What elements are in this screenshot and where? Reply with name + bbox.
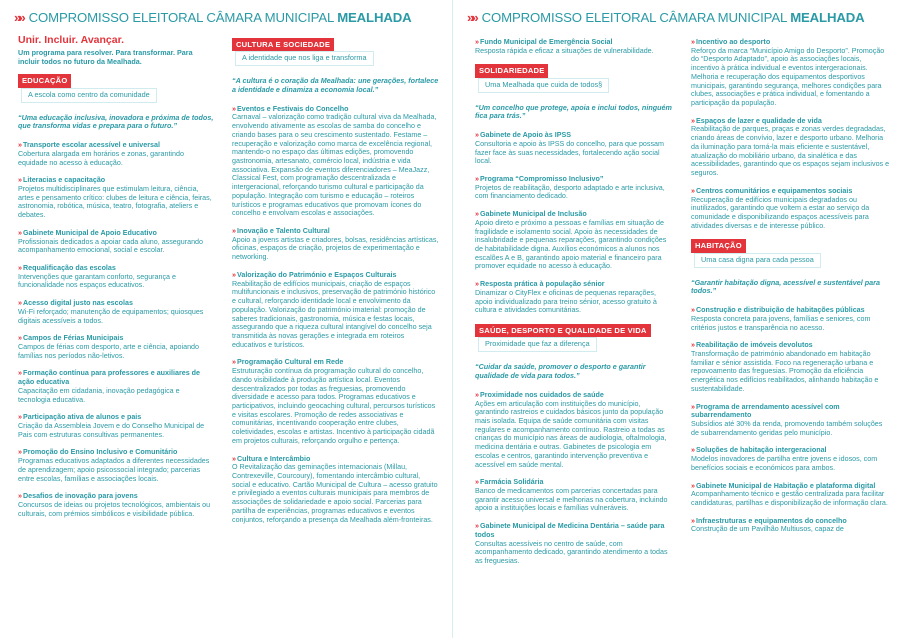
item-title-text: Gabinete Municipal de Habitação e plataforma digital — [695, 481, 876, 490]
slogan: Unir. Incluir. Avançar. — [18, 34, 125, 46]
item-title — [475, 210, 675, 219]
item-description: Reabilitação de parques, praças e zonas verdes degradadas, criando áreas de convívio, lazer e desporto urbano. Melhoria da iluminação para torná-la mais eficiente e sustentável, atualização do mobiliário urbano, da sinalética e das acessibilidades, garantindo que os espaços sejam inclusivos e seguros. — [691, 125, 890, 178]
item-title — [18, 413, 214, 422]
item-title — [691, 117, 891, 126]
item-title-text: Programa de arrendamento acessível com subarrendamento — [691, 402, 840, 420]
item-description: O Revitalização das geminações internacionais (Millau, Contrexeville, Courcoury), fomentando intercâmbio cultural, social e educativo. Cartão Municipal de Cultura – acesso gratuito e privilegiado a eventos culturais municipais para membros de associações de solidariedade e apoio social. Parcerias para partilha de experiências, programas educativos e eventos conjuntos, reforçando a presença da Mealhada além-fronteiras. — [232, 463, 438, 524]
section-subtitle: A identidade que nos liga e transforma — [236, 52, 373, 65]
item-description: Reabilitação de edifícios municipais, criação de espaços multifuncionais e inclusivos, preservação de património histórico e cultural, reforçando identidade local e envolvimento da população. Valorização do património imaterial: promoção de saberes tradicionais, gastronomia, música e festas locais, assegurando que a riqueza cultural intangível do concelho seja transmitida às novas gerações e integrada em roteiros educativos e turísticos. — [232, 279, 436, 349]
item-title-text: Promoção do Ensino Inclusivo e Comunitário — [22, 448, 178, 457]
item-title-text: Reabilitação de imóveis devolutos — [695, 341, 813, 350]
right-page-column-2 — [691, 34, 891, 543]
list-item — [232, 455, 440, 525]
item-description: Subsídios até 30% da renda, promovendo também soluções de subarrendamento geridas pelo município. — [691, 419, 883, 437]
chevron-icon: » — [475, 131, 478, 140]
page-header — [14, 10, 446, 26]
section — [691, 38, 891, 230]
chevron-icon: » — [475, 478, 478, 487]
item-title — [232, 455, 440, 464]
item-title — [691, 482, 891, 491]
chevron-icon: » — [691, 186, 694, 195]
item-title-text: Eventos e Festivais do Concelho — [236, 104, 349, 113]
list-item — [475, 175, 675, 201]
item-description: Estruturação contínua da programação cultural do concelho, dando visibilidade à produção artística local. Eventos descentralizados por todas as freguesias, promovendo diversidade e acesso para todos. Programas educativos e participativos, incluindo geocaching cultural, percursos turísticos e visitas escolares. Promoção de redes associativas e comunitárias, incentivando cooperação entre clubes, coletividades, escolas e artistas. Incentivo à participação cidadã em projetos culturais, reforçando orgulho e pertença. — [232, 367, 436, 445]
item-description: Cobertura alargada em horários e zonas, garantindo equidade no acesso à educação. — [18, 149, 184, 167]
item-description: Resposta concreta para jovens, famílias e seniores, com critérios justos e transparência no acesso. — [691, 314, 871, 332]
left-page-column-2 — [232, 34, 440, 533]
chevron-icon: » — [691, 341, 694, 350]
item-title-text: Incentivo ao desporto — [695, 38, 771, 46]
item-description: Ações em articulação com instituições do município, garantindo rastreios e cuidados básicos junto da população mais isolada. Equipa de saúde comunitária com visitas regulares e acompanhamento contínuo. Rastreio a todas as crianças do município nas áreas de audiologia, oftalmologia, medicina dentária e outras. Gabinetes de psicologia em escolas e centros, garantindo intervenção preventiva e acessível em saúde mental. — [475, 399, 667, 469]
list-item — [18, 492, 214, 518]
item-description: Apoio direto e próximo a pessoas e famílias em situação de fragilidade e isolamento social. Apoio às necessidades de insalubridade e pequenas reparações, garantindo condições de habitabilidade digna. Auxílios económicos a alunos nos escalões A e B, garantindo apoio material e financeiro para promover equidade no acesso à educação. — [475, 218, 667, 271]
item-title — [232, 358, 440, 367]
item-description: Banco de medicamentos com parcerias concertadas para garantir acesso universal e melhorias na cobertura, incluindo apoio a instituições locais e famílias vulneráveis. — [475, 486, 668, 513]
list-item — [691, 306, 891, 332]
item-title — [475, 280, 675, 289]
page-left — [0, 0, 453, 638]
section-title: HABITAÇÃO — [691, 239, 746, 252]
item-description: Wi-Fi reforçado; manutenção de equipamentos; quiosques digitais acessíveis a todos. — [18, 307, 204, 325]
section-subtitle: A escola como centro da comunidade — [22, 89, 156, 102]
item-title-text: Valorização do Património e Espaços Culturais — [236, 270, 397, 279]
chevron-icon: » — [18, 176, 21, 185]
chevron-icon: » — [475, 38, 478, 46]
item-title-text: Centros comunitários e equipamentos sociais — [695, 186, 853, 195]
chevron-icon: » — [18, 492, 21, 501]
list-item — [691, 403, 891, 438]
item-title — [475, 478, 675, 487]
section-subtitle: Uma casa digna para cada pessoa — [695, 254, 820, 267]
list-item — [475, 38, 675, 55]
list-item — [691, 187, 891, 231]
item-description: Transformação de património abandonado em habitação familiar e sénior assistida. Foco na regeneração urbana e repovoamento das freguesias. Promoção da eficiência energética nos edifícios reabilitados, alinhando habitação e sustentabilidade. — [691, 349, 879, 393]
item-title-text: Literacias e capacitação — [22, 176, 106, 185]
item-title — [18, 176, 214, 185]
chevron-icon: » — [18, 448, 21, 457]
item-title-text: Transporte escolar acessível e universal — [22, 141, 160, 150]
item-title — [475, 391, 675, 400]
chevron-icon: » — [232, 358, 235, 367]
item-title — [475, 522, 675, 539]
item-title-text: Espaços de lazer e qualidade de vida — [695, 116, 822, 125]
item-description: Projetos de reabilitação, desporto adaptado e arte inclusiva, com financiamento dedicado. — [475, 183, 665, 201]
chevron-icon: » — [691, 38, 694, 46]
list-item — [18, 413, 214, 439]
item-title — [475, 175, 675, 184]
item-title-text: Gabinete Municipal de Medicina Dentária – saúde para todos — [475, 522, 665, 539]
chevron-icon: » — [18, 299, 21, 308]
item-title-text: Participação ativa de alunos e pais — [22, 413, 142, 422]
section-title: SOLIDARIEDADE — [475, 64, 548, 77]
item-description: Programas educativos adaptados a diferentes necessidades de aprendizagem; apoio psicossocial integrado; parcerias entre escolas, famílias e associações locais. — [18, 457, 210, 483]
item-title — [18, 334, 214, 343]
item-title-text: Inovação e Talento Cultural — [236, 227, 330, 236]
list-item — [691, 446, 891, 472]
item-title-text: Cultura e Intercâmbio — [236, 454, 311, 463]
item-title-text: Programação Cultural em Rede — [236, 358, 344, 367]
chevron-icon: » — [232, 104, 235, 113]
list-item — [18, 369, 214, 404]
chevron-icon: » — [18, 263, 21, 272]
item-title-text: Proximidade nos cuidados de saúde — [479, 390, 604, 399]
section — [691, 239, 891, 534]
header-town: MEALHADA — [790, 10, 865, 25]
item-description: Consultas acessíveis no centro de saúde, com acompanhamento dedicado, garantindo atendimento a todas as freguesias. — [475, 539, 668, 565]
list-item — [475, 391, 675, 469]
item-description: Criação da Assembleia Jovem e do Conselho Municipal de Pais com estruturas consultivas permanentes. — [18, 422, 205, 439]
item-title-text: Desafios de inovação para jovens — [22, 492, 138, 501]
section — [232, 38, 440, 524]
list-item — [475, 478, 675, 513]
section — [475, 324, 675, 566]
item-title — [691, 517, 891, 526]
list-item — [18, 141, 214, 167]
section-quote: “Um concelho que protege, apoia e inclui todos, ninguém fica para trás.” — [475, 102, 672, 121]
section-quote: “Cuidar da saúde, promover o desporto e garantir qualidade de vida para todos.” — [475, 362, 646, 380]
item-title — [475, 131, 675, 140]
chevron-icon: » — [691, 116, 694, 125]
header-prefix: COMPROMISSO ELEITORAL CÂMARA MUNICIPAL — [28, 10, 334, 25]
chevron-icon: » — [691, 516, 694, 525]
item-title — [232, 271, 440, 280]
list-item — [18, 334, 214, 360]
chevron-icon: » — [232, 227, 235, 236]
section-quote: “Uma educação inclusiva, inovadora e próxima de todos, que transforma vidas e prepara para o futuro.” — [18, 112, 214, 131]
item-title-text: Infraestruturas e equipamentos do concelho — [695, 516, 847, 525]
item-title-text: Gabinete Municipal de Apoio Educativo — [22, 228, 157, 237]
page-header — [467, 10, 900, 26]
section-quote: “Garantir habitação digna, acessível e sustentável para todos.” — [691, 277, 880, 296]
item-description: Capacitação em cidadania, inovação pedagógica e tecnologia educativa. — [18, 386, 180, 404]
left-page-column-1 — [18, 34, 214, 528]
header-town: MEALHADA — [337, 10, 412, 25]
intro-text: Um programa para resolver. Para transformar. Para incluir todos no futuro da Mealhada. — [18, 47, 193, 66]
chevron-icon: » — [18, 228, 21, 237]
item-title-text: Soluções de habitação intergeracional — [695, 446, 827, 455]
item-title — [18, 264, 214, 273]
item-title — [691, 38, 891, 47]
item-title-text: Resposta prática à população sénior — [479, 280, 605, 289]
item-title — [691, 306, 891, 315]
item-description: Campos de férias com desporto, arte e ciência, apoiando famílias nos períodos não-letivos. — [18, 343, 199, 360]
item-title — [18, 448, 214, 457]
item-title-text: Acesso digital justo nas escolas — [22, 299, 133, 308]
item-title — [18, 369, 214, 386]
section-title: CULTURA E SOCIEDADE — [232, 38, 334, 51]
chevron-icon: » — [691, 306, 694, 315]
section — [18, 74, 214, 518]
right-page-column-1 — [475, 34, 675, 575]
chevron-icon: » — [475, 280, 478, 289]
item-title — [18, 492, 214, 501]
chevron-icon: » — [475, 522, 478, 531]
section-title: SAÚDE, DESPORTO E QUALIDADE DE VIDA — [475, 324, 651, 337]
item-title-text: Formação contínua para professores e auxiliares de ação educativa — [18, 369, 200, 387]
item-description: Reforço da marca “Município Amigo do Desporto”. Promoção do “Desporto Adaptado”, apoio às associações locais, incentivo à prática individual e eventos intergeracionais. Melhoria e recuperação dos equipamentos desportivos municipais, garantindo segurança, melhores condições para clubes, associações e prática individual, e fomentando a participação da população. — [691, 46, 885, 108]
chevron-icon: » — [18, 369, 21, 378]
chevron-icon: »» — [467, 10, 476, 25]
section — [475, 64, 675, 315]
list-item — [232, 105, 440, 218]
chevron-icon: » — [691, 446, 694, 455]
chevron-icon: » — [232, 270, 235, 279]
chevron-icon: » — [18, 413, 21, 422]
list-item — [475, 522, 675, 566]
item-title — [18, 229, 214, 238]
item-title-text: Campos de Férias Municipais — [22, 334, 124, 343]
item-description: Modelos inovadores de partilha entre jovens e idosos, com benefícios sociais e económicos para ambos. — [691, 455, 878, 472]
item-description: Apoio a jovens artistas e criadores, bolsas, residências artísticas, oficinas, espaços de criação, projetos de experimentação e networking. — [232, 235, 439, 262]
item-title-text: Gabinete de Apoio às IPSS — [479, 131, 571, 140]
item-title — [18, 299, 214, 308]
chevron-icon: » — [691, 402, 694, 411]
chevron-icon: »» — [14, 10, 23, 25]
list-item — [232, 358, 440, 445]
item-title — [691, 341, 891, 350]
item-title — [691, 187, 891, 196]
list-item — [18, 448, 214, 483]
item-title-text: Farmácia Solidária — [479, 478, 544, 487]
item-description: Profissionais dedicados a apoiar cada aluno, assegurando acompanhamento emocional, social e escolar. — [18, 237, 203, 255]
item-description: Concursos de ideias ou projetos tecnológicos, ambientais ou culturais, com prémios simbólicos e visibilidade pública. — [18, 501, 211, 518]
item-title-text: Programa “Compromisso Inclusivo” — [479, 175, 604, 184]
item-title — [18, 141, 214, 150]
section — [475, 38, 675, 55]
list-item — [475, 210, 675, 271]
list-item — [691, 38, 891, 108]
section-subtitle: Uma Mealhada que cuida de todos§ — [479, 79, 608, 92]
list-item — [475, 280, 675, 315]
section-quote: “A cultura é o coração da Mealhada: une gerações, fortalece a identidade e dinamiza a economia local.” — [232, 76, 439, 94]
list-item — [232, 227, 440, 262]
item-title-text: Requalificação das escolas — [22, 263, 116, 272]
chevron-icon: » — [18, 141, 21, 150]
chevron-icon: » — [232, 454, 235, 463]
item-title-text: Fundo Municipal de Emergência Social — [479, 38, 613, 46]
list-item — [691, 482, 891, 508]
list-item — [18, 229, 214, 255]
list-item — [691, 517, 891, 534]
item-description: Recuperação de edifícios municipais degradados ou inutilizados, garantindo que voltem a estar ao serviço da comunidade e disponibilizando espaços acessíveis para atividades diversas e de interesse público. — [691, 195, 870, 230]
list-item — [18, 176, 214, 220]
item-title — [232, 227, 440, 236]
list-item — [691, 117, 891, 178]
chevron-icon: » — [18, 334, 21, 343]
chevron-icon: » — [475, 175, 478, 184]
item-title — [232, 105, 440, 114]
item-description: Intervenções que garantam conforto, segurança e funcionalidade nos espaços educativos. — [18, 272, 176, 290]
item-title-text: Gabinete Municipal de Inclusão — [479, 210, 587, 219]
page-right — [453, 0, 906, 638]
list-item — [18, 299, 214, 325]
item-title — [691, 446, 891, 455]
item-title-text: Construção e distribuição de habitações públicas — [695, 306, 865, 315]
list-item — [475, 131, 675, 166]
section-subtitle: Proximidade que faz a diferença — [479, 338, 596, 351]
item-title — [691, 403, 891, 420]
item-description: Projetos multidisciplinares que estimulam leitura, ciência, artes e pensamento crítico: clubes de leitura e ciência, feiras, astronomia, robótica, música, teatro, fotografia, ateliers e debates. — [18, 184, 212, 220]
list-item — [18, 264, 214, 290]
item-description: Consultoria e apoio às IPSS do concelho, para que possam fazer face às suas necessidades, fortalecendo ação social local. — [475, 139, 664, 166]
chevron-icon: » — [475, 390, 478, 399]
item-title — [475, 38, 675, 47]
list-item — [691, 341, 891, 393]
item-description: Carnaval – valorização como tradição cultural viva da Mealhada, envolvendo ativamente as escolas de samba do concelho e criando bases para o seu crescimento sustentado. Festame – recuperação e valorização como marca de excelência regional, mantendo-o no espaço das últimas edições, promovendo gastronomia, artesanato, comércio local, indústria e vida associativa. Expansão de eventos diferenciadores – MeaJazz, Classical Fest, com programação descentralizada e intergeracional, reforçando turismo cultural e participação da população. Integração com turismo e educação – roteiros turísticos e programas educativos que promovam ícones do concelho e envolvam escolas e associações. — [232, 113, 437, 218]
chevron-icon: » — [475, 210, 478, 219]
item-description: Construção de um Pavilhão Multiusos, capaz de — [691, 525, 844, 534]
section-title: EDUCAÇÃO — [18, 74, 71, 87]
header-prefix: COMPROMISSO ELEITORAL CÂMARA MUNICIPAL — [481, 10, 787, 25]
chevron-icon: » — [691, 481, 694, 490]
item-description: Acompanhamento técnico e gestão centralizada para facilitar candidaturas, partilhas e disponibilização de informação clara. — [691, 490, 888, 508]
item-description: Resposta rápida e eficaz a situações de vulnerabilidade. — [475, 46, 654, 55]
list-item — [232, 271, 440, 349]
item-description: Dinamizar o CityFlex e oficinas de pequenas reparações, apoio individualizado para treino sénior, acesso gratuito à cultura e atividades comunitárias. — [475, 288, 657, 315]
